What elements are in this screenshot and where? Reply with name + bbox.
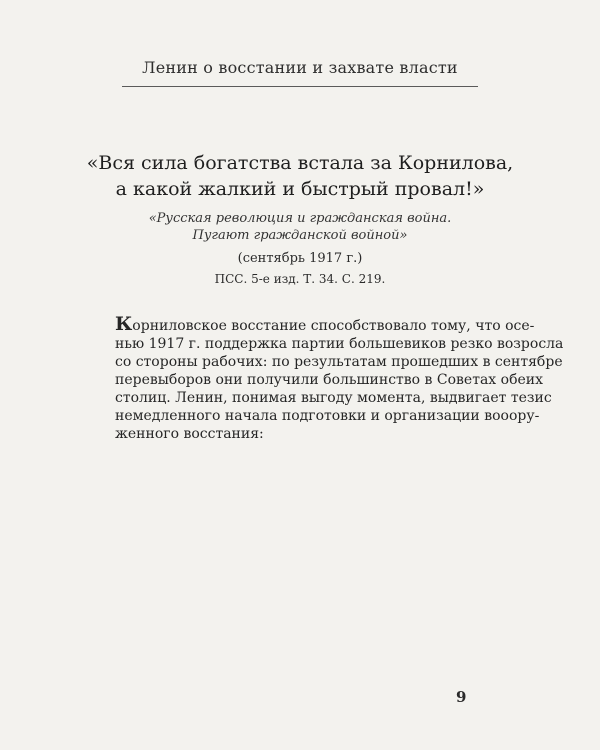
- epigraph-quote-line: а какой жалкий и быстрый провал!»: [115, 178, 485, 200]
- epigraph-reference: ПСС. 5-е изд. Т. 34. С. 219.: [214, 272, 386, 286]
- paragraph-line: [115, 313, 535, 335]
- epigraph: [0, 150, 600, 287]
- paragraph-line: немедленного начала подготовки и организации вооору-: [115, 408, 540, 424]
- paragraph-line: женного восстания:: [115, 426, 264, 442]
- header-divider: [122, 86, 478, 87]
- epigraph-source: [0, 210, 600, 244]
- epigraph-date: (сентябрь 1917 г.): [237, 251, 363, 266]
- paragraph-line: перевыборов они получили большинство в Советах обеих: [115, 372, 544, 388]
- running-header: Ленин о восстании и захвате власти: [142, 58, 458, 77]
- epigraph-quote-line: «Вся сила богатства встала за Корнилова,: [86, 152, 514, 174]
- epigraph-source-line: Пугают гражданской войной»: [192, 228, 408, 243]
- paragraph-line-text: орниловское восстание способствовало тому, что осе-: [132, 318, 535, 334]
- paragraph-line: столиц. Ленин, понимая выгоду момента, выдвигает тезис: [115, 390, 552, 406]
- epigraph-source-line: «Русская революция и гражданская война.: [148, 211, 452, 226]
- body-paragraph: [115, 313, 564, 443]
- paragraph-line: со стороны рабочих: по результатам прошедших в сентябре: [115, 354, 563, 370]
- page-number: 9: [456, 688, 467, 706]
- paragraph-line: нью 1917 г. поддержка партии большевиков резко возросла: [115, 336, 564, 352]
- drop-cap: К: [115, 313, 133, 335]
